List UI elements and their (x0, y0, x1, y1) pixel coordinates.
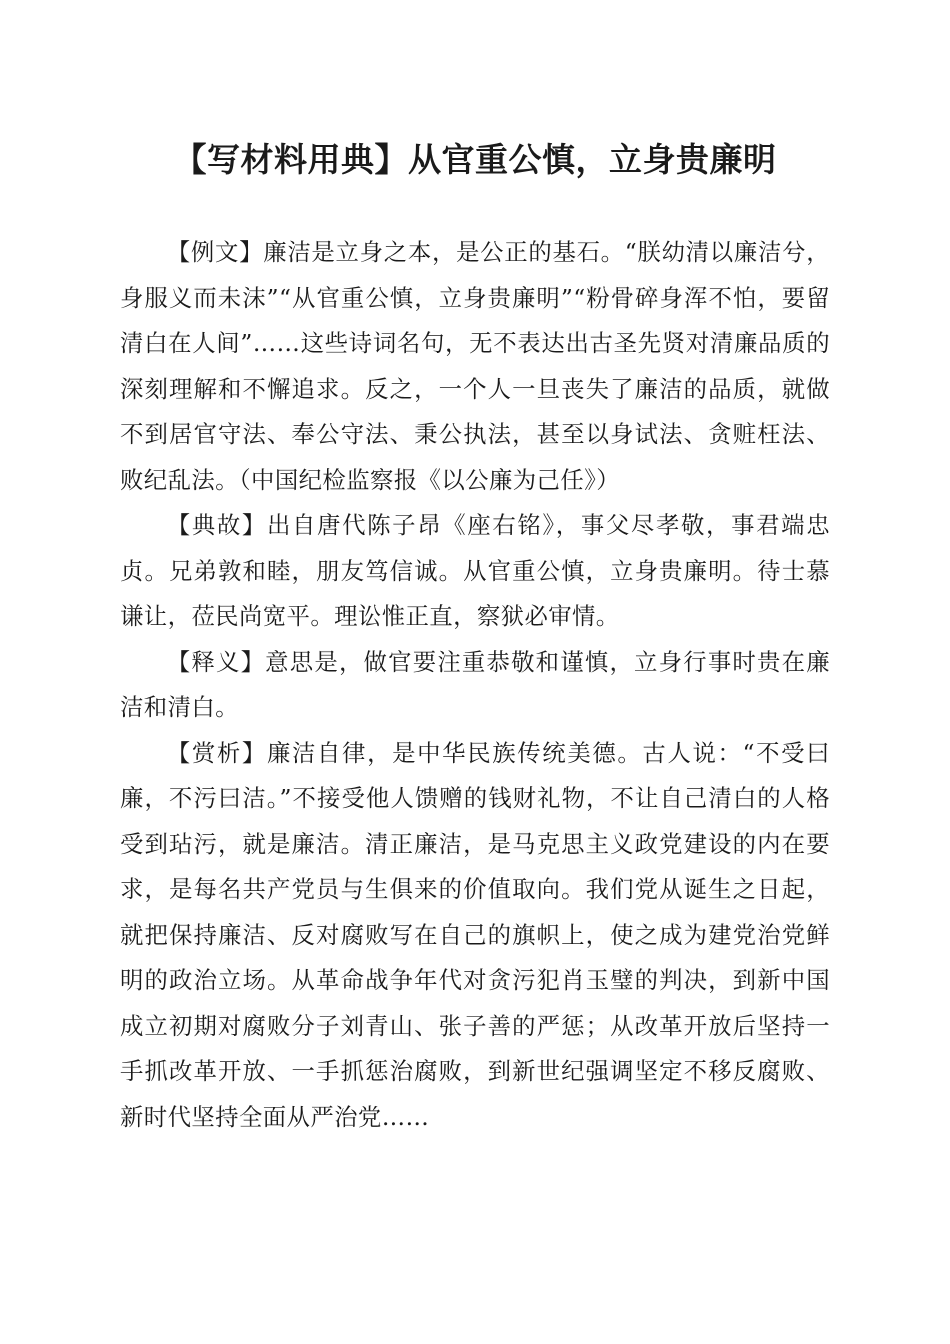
paragraph-appreciation (120, 731, 830, 1141)
paragraph-text: 廉洁自律，是中华民族传统美德。古人说：“不受曰廉，不污曰洁。”不接受他人馈赠的钱财礼物，不让自己清白的人格受到玷污，就是廉洁。清正廉洁，是马克思主义政党建设的内在要求，是每名共产党员与生俱来的价值取向。我们党从诞生之日起，就把保持廉洁、反对腐败写在自己的旗帜上，使之成为建党治党鲜明的政治立场。从革命战争年代对贪污犯肖玉璧的判决，到新中国成立初期对腐败分子刘青山、张子善的严惩；从改革开放后坚持一手抓改革开放、一手抓惩治腐败，到新世纪强调坚定不移反腐败、新时代坚持全面从严治党…… (120, 738, 831, 1131)
paragraph-label: 【典故】 (166, 511, 267, 539)
paragraph-label: 【例文】 (166, 238, 264, 266)
paragraph-allusion (120, 503, 830, 640)
document-body (120, 230, 830, 1140)
document-title: 【写材料用典】从官重公慎，立身贵廉明 (173, 140, 777, 179)
paragraph-text: 意思是，做官要注重恭敬和谨慎，立身行事时贵在廉洁和清白。 (120, 647, 830, 721)
paragraph-example (120, 230, 830, 503)
paragraph-label: 【赏析】 (166, 738, 267, 767)
paragraph-text: 出自唐代陈子昂《座右铭》，事父尽孝敬，事君端忠贞。兄弟敦和睦，朋友笃信诚。从官重公慎，立身贵廉明。待士慕谦让，莅民尚宽平。理讼惟正直，察狱必审情。 (120, 511, 830, 630)
paragraph-text: 廉洁是立身之本，是公正的基石。“朕幼清以廉洁兮，身服义而未沫”“从官重公慎，立身贵廉明”“粉骨碎身浑不怕，要留清白在人间”……这些诗词名句，无不表达出古圣先贤对清廉品质的深刻理解和不懈追求。反之，一个人一旦丧失了廉洁的品质，就做不到居官守法、奉公守法、秉公执法，甚至以身试法、贪赃枉法、败纪乱法。（中国纪检监察报《以公廉为己任》） (120, 238, 830, 494)
paragraph-label: 【释义】 (166, 647, 266, 676)
paragraph-interpretation (120, 640, 830, 731)
